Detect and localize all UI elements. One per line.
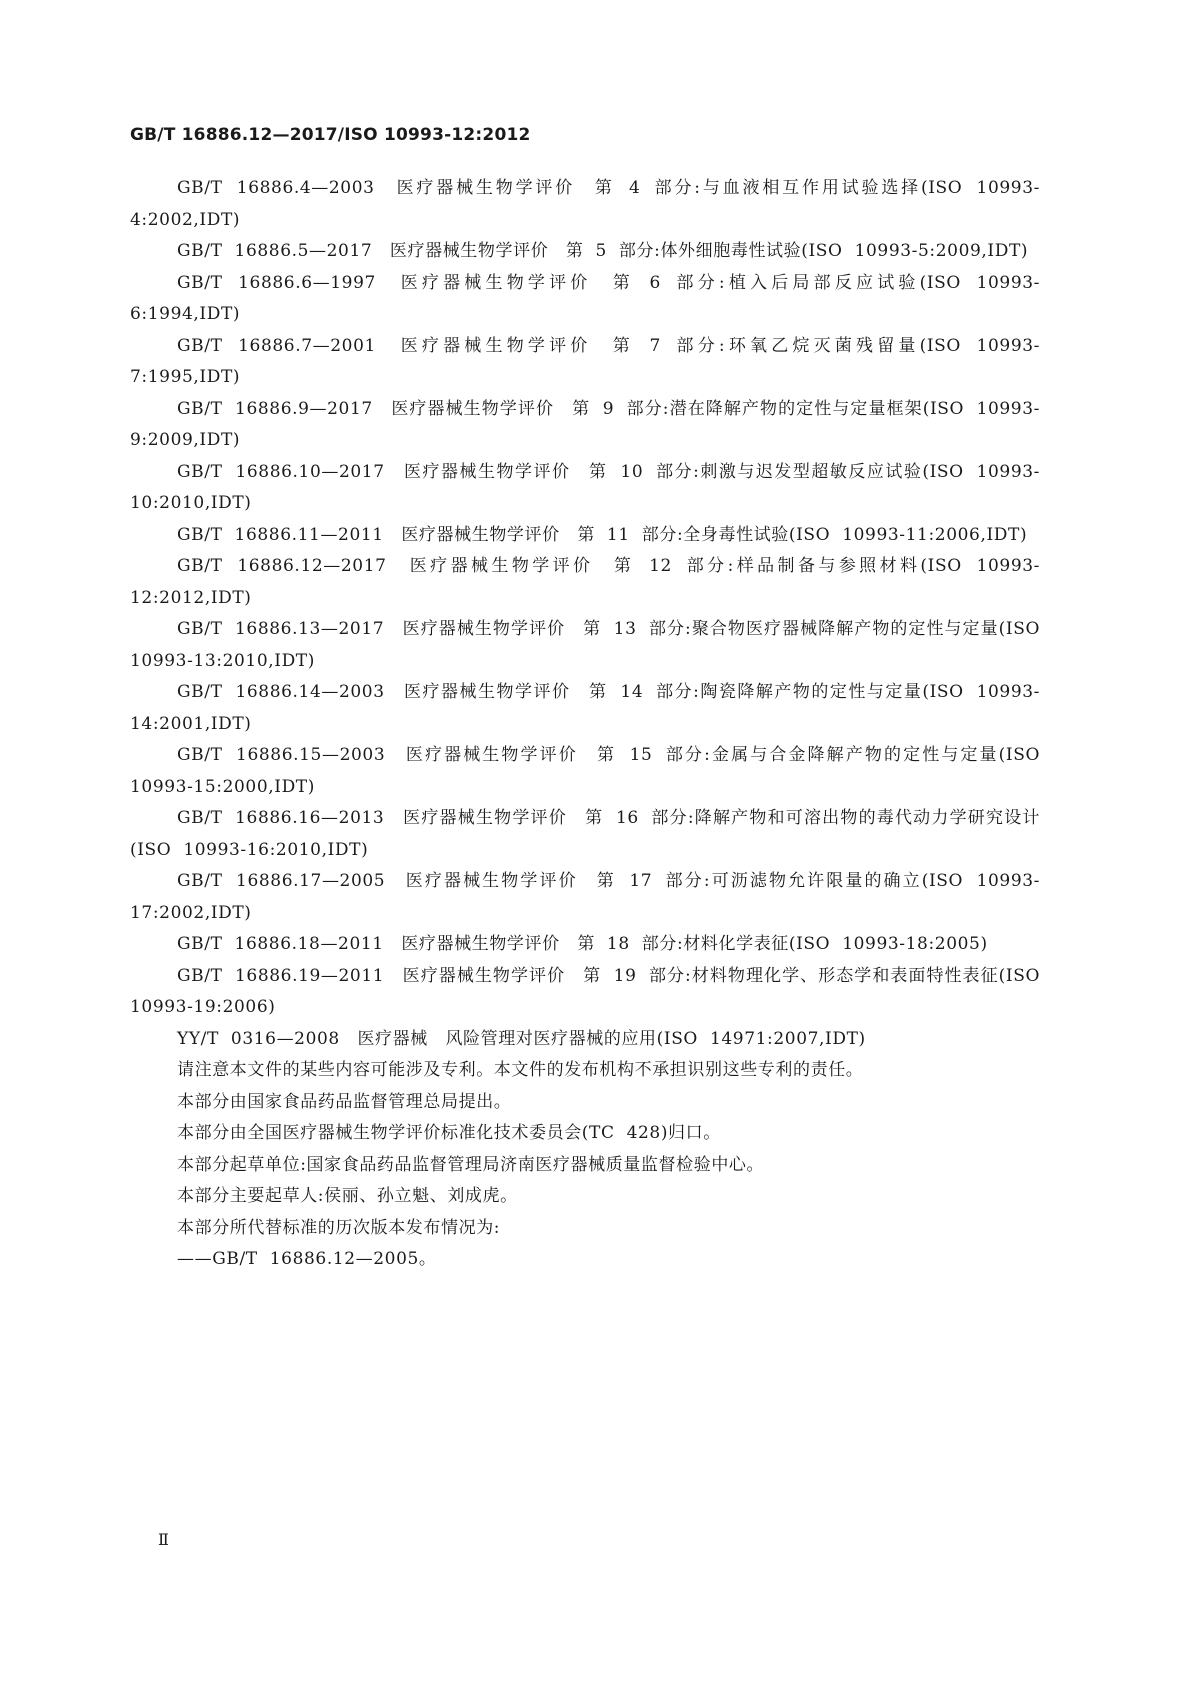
reference-item-gb-16886-5: GB/T 16886.5—2017 医疗器械生物学评价 第 5 部分:体外细胞毒性试验(ISO 10993-5:2009,IDT) [177,241,1029,261]
reference-item-gb-16886-7: GB/T 16886.7—2001 医疗器械生物学评价 第 7 部分:环氧乙烷灭菌残留量(ISO 10993-7:1995,IDT) [130,335,1040,387]
reference-item-gb-16886-17: GB/T 16886.17—2005 医疗器械生物学评价 第 17 部分:可沥滤物允许限量的确立(ISO 10993-17:2002,IDT) [130,871,1040,923]
proposed-by-statement: 本部分由国家食品药品监督管理总局提出。 [177,1091,512,1112]
reference-item-gb-16886-10: GB/T 16886.10—2017 医疗器械生物学评价 第 10 部分:刺激与迟发型超敏反应试验(ISO 10993-10:2010,IDT) [130,461,1040,513]
reference-item-gb-16886-11: GB/T 16886.11—2011 医疗器械生物学评价 第 11 部分:全身毒性试验(ISO 10993-11:2006,IDT) [177,524,1028,545]
reference-item-yy-0316: YY/T 0316—2008 医疗器械 风险管理对医疗器械的应用(ISO 14971:2007,IDT) [177,1028,866,1049]
reference-item-gb-16886-18: GB/T 16886.18—2011 医疗器械生物学评价 第 18 部分:材料化学表征(ISO 10993-18:2005) [177,934,988,954]
reference-item-gb-16886-6: GB/T 16886.6—1997 医疗器械生物学评价 第 6 部分:植入后局部反应试验(ISO 10993-6:1994,IDT) [130,272,1040,324]
reference-item-gb-16886-16: GB/T 16886.16—2013 医疗器械生物学评价 第 16 部分:降解产物和可溶出物的毒代动力学研究设计(ISO 10993-16:2010,IDT) [130,808,1040,860]
drafters-statement: 本部分主要起草人:侯丽、孙立魁、刘成虎。 [177,1186,518,1206]
standard-code-header: GB/T 16886.12—2017/ISO 10993-12:2012 [130,125,531,145]
reference-item-gb-16886-9: GB/T 16886.9—2017 医疗器械生物学评价 第 9 部分:潜在降解产物的定性与定量框架(ISO 10993-9:2009,IDT) [130,398,1040,450]
centralized-by-statement: 本部分由全国医疗器械生物学评价标准化技术委员会(TC 428)归口。 [177,1123,721,1143]
reference-item-gb-16886-12: GB/T 16886.12—2017 医疗器械生物学评价 第 12 部分:样品制备与参照材料(ISO 10993-12:2012,IDT) [130,556,1040,608]
history-item: ——GB/T 16886.12—2005。 [177,1249,437,1269]
reference-item-gb-16886-15: GB/T 16886.15—2003 医疗器械生物学评价 第 15 部分:金属与合金降解产物的定性与定量(ISO 10993-15:2000,IDT) [130,745,1040,797]
foreword-body [130,173,1040,1276]
reference-item-gb-16886-4: GB/T 16886.4—2003 医疗器械生物学评价 第 4 部分:与血液相互作用试验选择(ISO 10993-4:2002,IDT) [130,178,1040,230]
reference-item-gb-16886-14: GB/T 16886.14—2003 医疗器械生物学评价 第 14 部分:陶瓷降解产物的定性与定量(ISO 10993-14:2001,IDT) [130,682,1040,734]
history-intro: 本部分所代替标准的历次版本发布情况为: [177,1217,501,1238]
patent-notice: 请注意本文件的某些内容可能涉及专利。本文件的发布机构不承担识别这些专利的责任。 [177,1060,864,1080]
page-number: Ⅱ [158,1530,169,1549]
reference-item-gb-16886-13: GB/T 16886.13—2017 医疗器械生物学评价 第 13 部分:聚合物医疗器械降解产物的定性与定量(ISO 10993-13:2010,IDT) [130,619,1040,671]
drafting-unit-statement: 本部分起草单位:国家食品药品监督管理局济南医疗器械质量监督检验中心。 [177,1154,765,1175]
reference-item-gb-16886-19: GB/T 16886.19—2011 医疗器械生物学评价 第 19 部分:材料物理化学、形态学和表面特性表征(ISO 10993-19:2006) [130,965,1040,1017]
